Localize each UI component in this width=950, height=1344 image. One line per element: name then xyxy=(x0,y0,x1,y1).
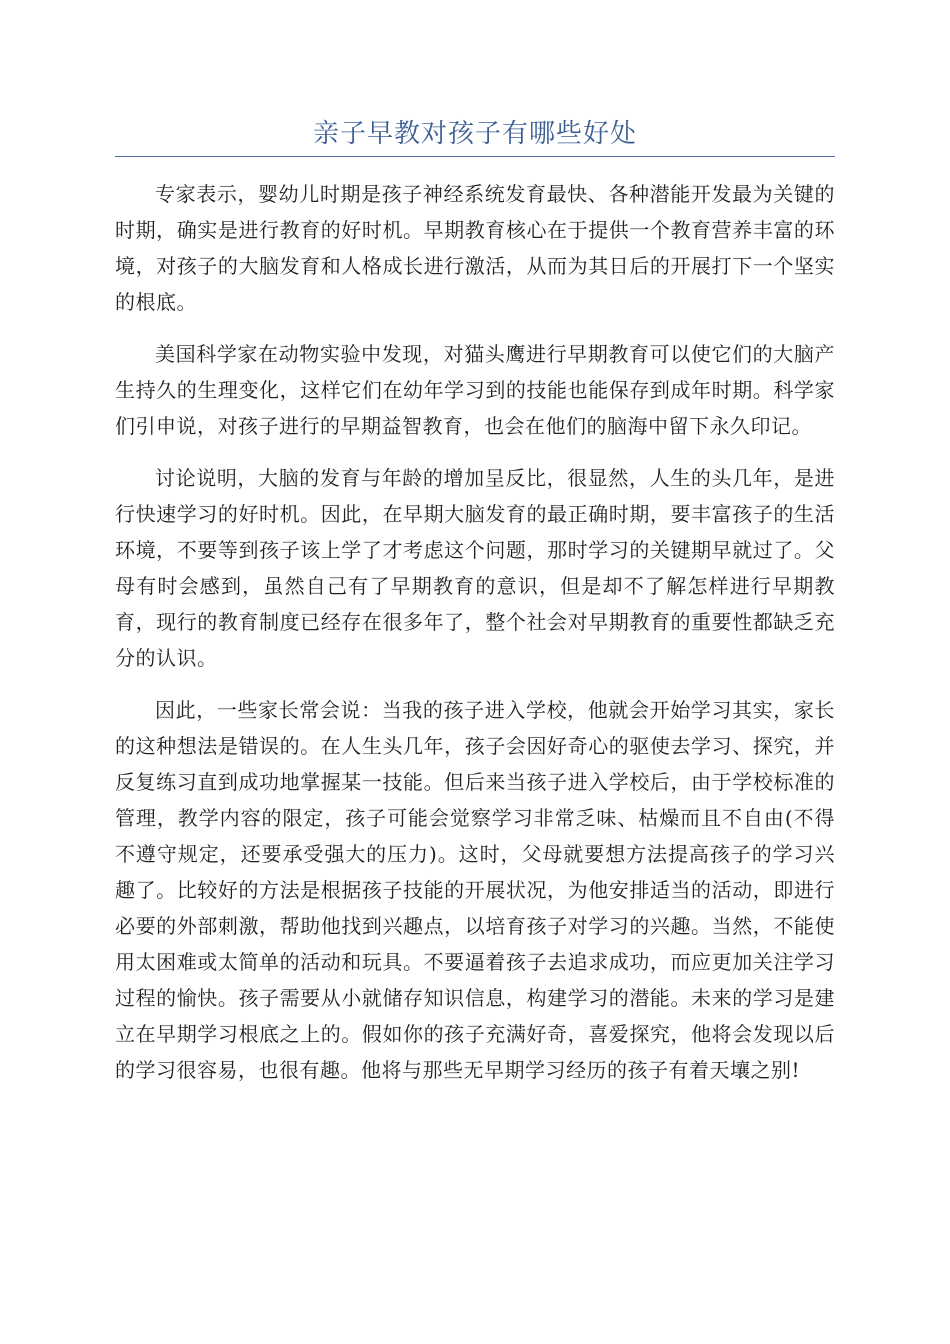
title-block xyxy=(115,112,835,157)
body-paragraph: 美国科学家在动物实验中发现，对猫头鹰进行早期教育可以使它们的大脑产生持久的生理变化，这样它们在幼年学习到的技能也能保存到成年时期。科学家们引申说，对孩子进行的早期益智教育，也会在他们的脑海中留下永久印记。 xyxy=(115,342,835,438)
document-title: 亲子早教对孩子有哪些好处 xyxy=(312,119,637,149)
body-paragraph: 因此，一些家长常会说：当我的孩子进入学校，他就会开始学习其实，家长的这种想法是错误的。在人生头几年，孩子会因好奇心的驱使去学习、探究，并反复练习直到成功地掌握某一技能。但后来当孩子进入学校后，由于学校标准的管理，教学内容的限定，孩子可能会觉察学习非常乏味、枯燥而且不自由(不得不遵守规定，还要承受强大的压力)。这时，父母就要想方法提高孩子的学习兴趣了。比较好的方法是根据孩子技能的开展状况，为他安排适当的活动，即进行必要的外部刺激，帮助他找到兴趣点，以培育孩子对学习的兴趣。当然，不能使用太困难或太简单的活动和玩具。不要逼着孩子去追求成功，而应更加关注学习过程的愉快。孩子需要从小就储存知识信息，构建学习的潜能。未来的学习是建立在早期学习根底之上的。假如你的孩子充满好奇，喜爱探究，他将会发现以后的学习很容易，也很有趣。他将与那些无早期学习经历的孩子有着天壤之别! xyxy=(115,698,835,1082)
body-paragraph: 讨论说明，大脑的发育与年龄的增加呈反比，很显然，人生的头几年，是进行快速学习的好时机。因此，在早期大脑发育的最正确时期，要丰富孩子的生活环境，不要等到孩子该上学了才考虑这个问题，那时学习的关键期早就过了。父母有时会感到，虽然自己有了早期教育的意识，但是却不了解怎样进行早期教育，现行的教育制度已经存在很多年了，整个社会对早期教育的重要性都缺乏充分的认识。 xyxy=(115,466,835,670)
body-paragraph: 专家表示，婴幼儿时期是孩子神经系统发育最快、各种潜能开发最为关键的时期，确实是进行教育的好时机。早期教育核心在于提供一个教育营养丰富的环境，对孩子的大脑发育和人格成长进行激活，从而为其日后的开展打下一个坚实的根底。 xyxy=(115,182,835,314)
document-body xyxy=(115,176,835,1104)
